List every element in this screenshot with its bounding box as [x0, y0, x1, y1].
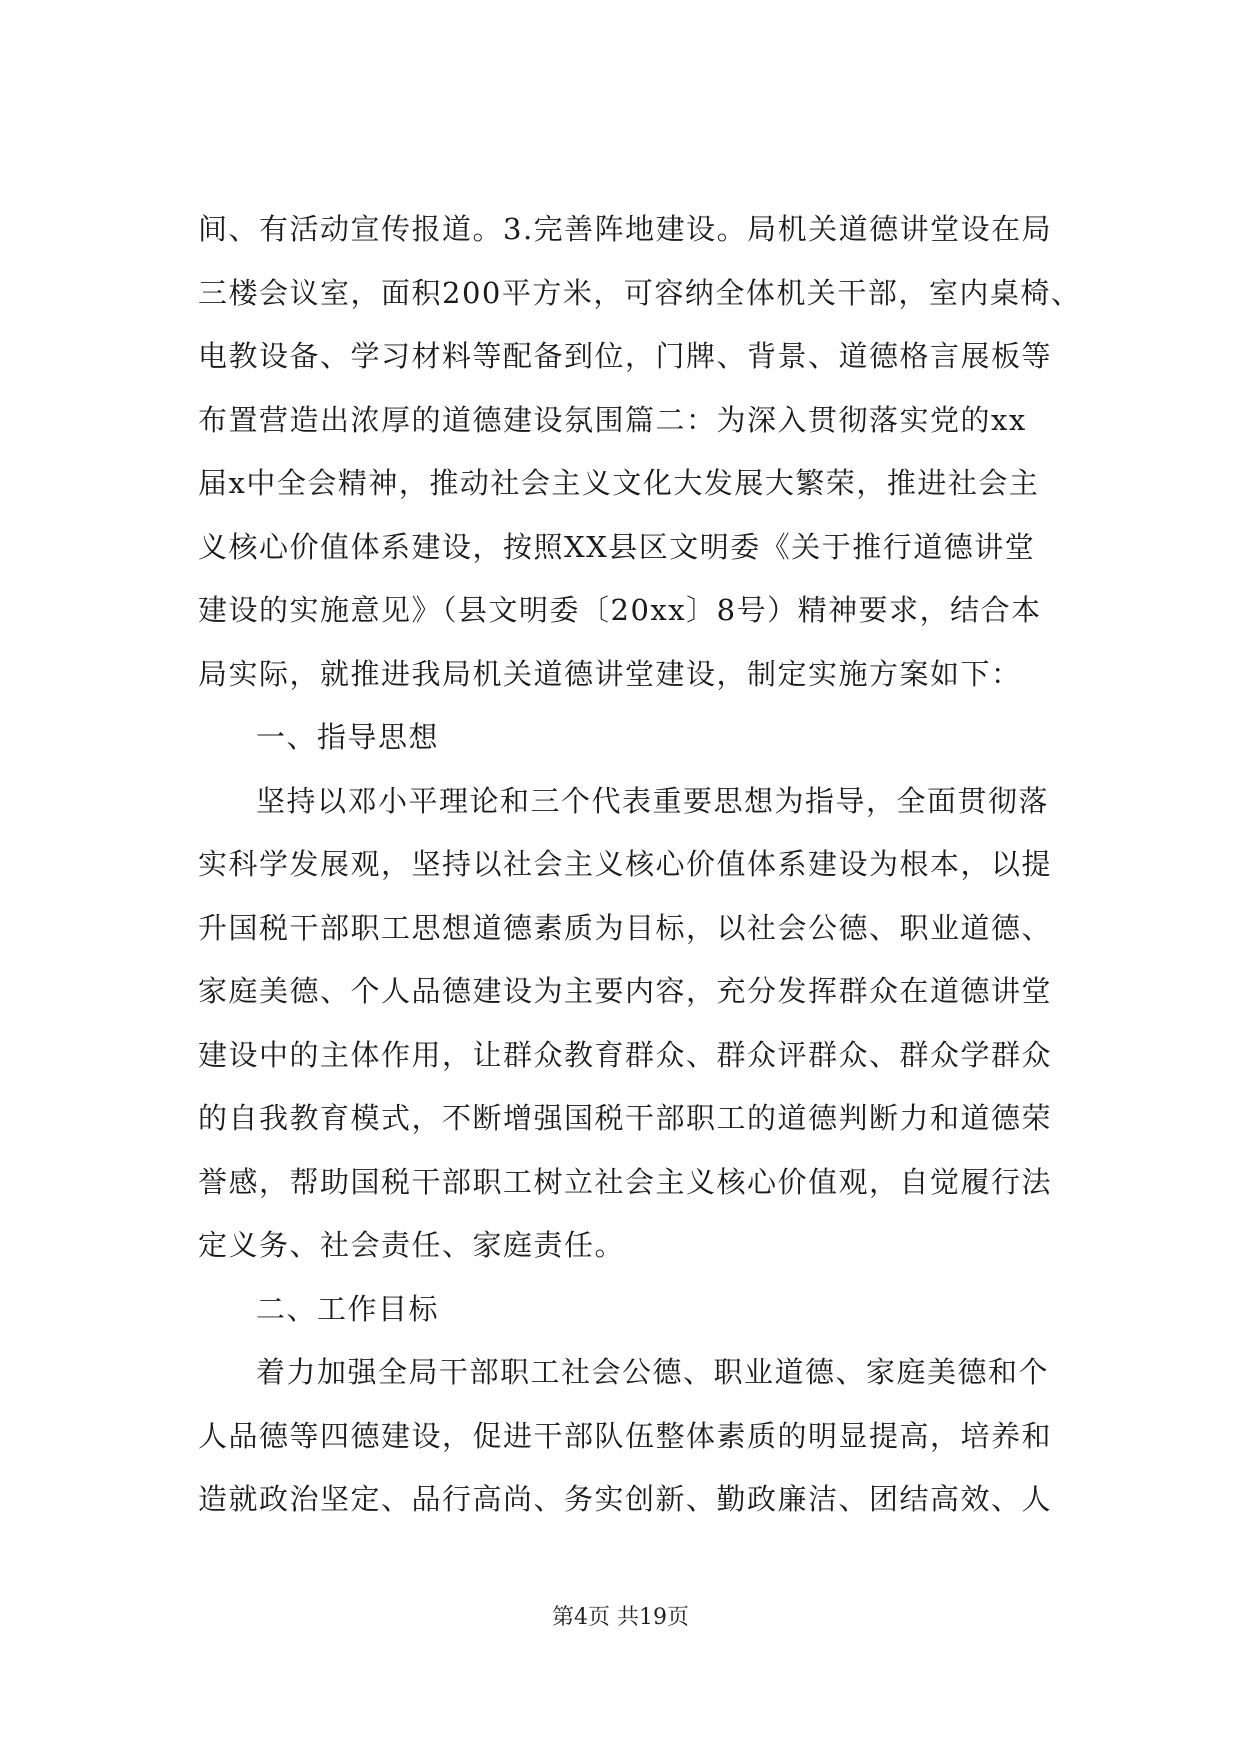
section-heading: 一、指导思想 — [256, 720, 440, 754]
text-line: 布置营造出浓厚的道德建设氛围篇二：为深入贯彻落实党的xx — [198, 402, 1027, 437]
text-line: 的自我教育模式，不断增强国税干部职工的道德判断力和道德荣 — [198, 1101, 1053, 1135]
text-line: 届x中全会精神，推动社会主义文化大发展大繁荣，推进社会主 — [198, 466, 1040, 500]
text-line: 三楼会议室，面积200平方米，可容纳全体机关干部，室内桌椅、 — [198, 275, 1082, 310]
text-line: 定义务、社会责任、家庭责任。 — [198, 1228, 626, 1262]
text-line: 局实际，就推进我局机关道德讲堂建设，制定实施方案如下： — [198, 656, 1022, 691]
section-heading: 二、工作目标 — [256, 1291, 440, 1326]
text-line: 电教设备、学习材料等配备到位，门牌、背景、道德格言展板等 — [198, 339, 1053, 373]
text-line: 誉感，帮助国税干部职工树立社会主义核心价值观，自觉履行法 — [198, 1164, 1053, 1199]
text-line: 着力加强全局干部职工社会公德、职业道德、家庭美德和个 — [256, 1355, 1050, 1389]
text-line: 升国税干部职工思想道德素质为目标，以社会公德、职业道德、 — [198, 910, 1053, 945]
text-line: 间、有活动宣传报道。3.完善阵地建设。局机关道德讲堂设在局 — [198, 212, 1053, 246]
text-line: 建设的实施意见》（县文明委〔20xx〕8号）精神要求，结合本 — [198, 593, 1042, 627]
text-line: 人品德等四德建设，促进干部队伍整体素质的明显提高，培养和 — [198, 1418, 1053, 1453]
text-line: 义核心价值体系建设，按照XX县区文明委《关于推行道德讲堂 — [198, 529, 1036, 564]
text-line: 家庭美德、个人品德建设为主要内容，充分发挥群众在道德讲堂 — [198, 974, 1053, 1008]
text-line: 建设中的主体作用，让群众教育群众、群众评群众、群众学群众 — [198, 1037, 1053, 1072]
text-line: 实科学发展观，坚持以社会主义核心价值体系建设为根本，以提 — [198, 847, 1053, 881]
page-number-footer: 第4页 共19页 — [552, 1605, 689, 1630]
text-line: 造就政治坚定、品行高尚、务实创新、勤政廉洁、团结高效、人 — [198, 1482, 1053, 1516]
document-body — [198, 198, 1098, 1532]
text-line: 坚持以邓小平理论和三个代表重要思想为指导，全面贯彻落 — [256, 783, 1050, 818]
